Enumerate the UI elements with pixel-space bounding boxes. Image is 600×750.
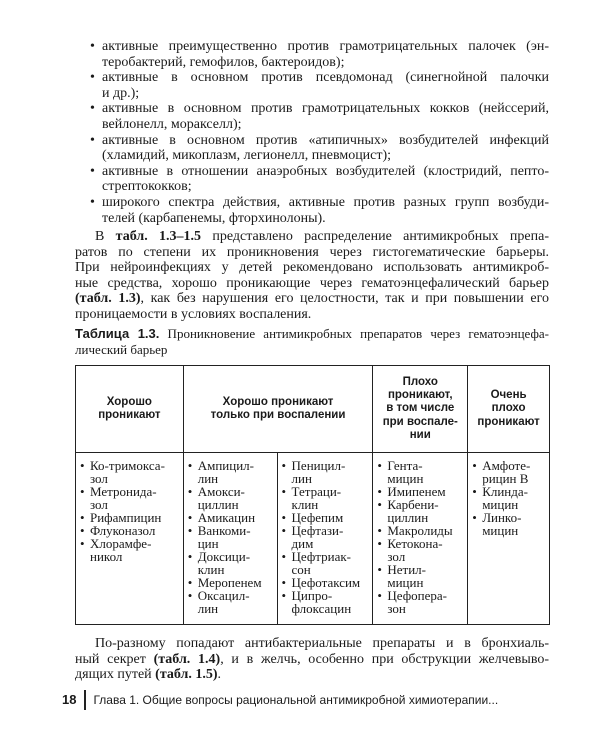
page-footer — [62, 690, 498, 710]
bullet-line: активные в отношении анаэробных возбудителей (клостридий, пепто- — [102, 163, 549, 179]
bullet-icon: • — [90, 132, 95, 148]
bullet-line: активные преимущественно против грамотрицательных палочек (эн- — [102, 39, 549, 54]
bullet-list — [88, 39, 549, 226]
drug-item: • Гента- мицин — [377, 459, 465, 485]
caption-label: Таблица 1.3. — [75, 326, 160, 341]
drug-list — [80, 459, 181, 563]
drug-item: • Оксацил- лин — [188, 589, 275, 615]
table-reference: (табл. 1.3) — [75, 291, 141, 307]
caption-line: лический барьер — [75, 341, 168, 357]
bullet-icon: • — [90, 39, 95, 54]
paragraph-line — [75, 291, 549, 307]
bullet-line: вейлонелл, моракселл); — [102, 116, 242, 132]
table-caption — [75, 326, 549, 357]
drug-list — [188, 459, 275, 615]
paragraph-line — [75, 652, 549, 668]
drug-item: • Линко- мицин — [472, 511, 547, 537]
header-inflammation-only: Хорошо проникают только при воспалении — [183, 366, 373, 453]
drug-item: • Цефопера- зон — [377, 589, 465, 615]
drug-item: • Амокси- циллин — [188, 485, 275, 511]
bullet-line: и др.); — [102, 85, 140, 101]
drug-item: • Цефтриак- сон — [282, 550, 371, 576]
bullet-item — [88, 133, 549, 164]
bullet-line: телей (карбапенемы, фторхинолоны). — [102, 210, 326, 226]
drug-item: • Кетокона- зол — [377, 537, 465, 563]
bullet-icon: • — [90, 70, 95, 86]
bullet-icon: • — [90, 101, 95, 117]
drug-item: • Цефепим — [282, 511, 371, 524]
drug-item: • Тетраци- клин — [282, 485, 371, 511]
drug-item: • Амикацин — [188, 511, 275, 524]
drug-item: • Ампицил- лин — [188, 459, 275, 485]
paragraph-intro — [75, 229, 549, 323]
text: дящих путей — [75, 667, 156, 683]
drug-item: • Нетил- мицин — [377, 563, 465, 589]
paragraph-line: ные средства, хорошо проникающие через гематоэнцефалический барьер — [75, 275, 549, 291]
paragraph-line: проницаемости в условиях воспаления. — [75, 306, 312, 322]
header-poor: Плохо проникают, в том числе при воспале- нии — [373, 366, 468, 453]
drug-list — [377, 459, 465, 615]
drug-item: • Метронида- зол — [80, 485, 181, 511]
bullet-line: активные в основном против «атипичных» возбудителей инфекций — [102, 132, 549, 148]
table-reference: табл. 1.3–1.5 — [115, 229, 202, 244]
bullet-item — [88, 39, 549, 70]
drug-item: • Рифампицин — [80, 511, 181, 524]
paragraph-line: ратов по степени их проникновения через гистогематические барьеры. — [75, 244, 549, 260]
text: ный секрет — [75, 651, 154, 667]
footer-divider — [84, 690, 86, 710]
bullet-line: теробактерий, гемофилов, бактероидов); — [102, 54, 345, 70]
bullet-line: стрептококков; — [102, 179, 192, 195]
drug-item: • Ванкоми- цин — [188, 524, 275, 550]
drug-item: • Карбени- циллин — [377, 498, 465, 524]
drug-item: • Клинда- мицин — [472, 485, 547, 511]
text: В — [95, 229, 116, 244]
table-header-row — [76, 366, 550, 453]
drug-item: • Цефотаксим — [282, 576, 371, 589]
drug-item: • Доксици- клин — [188, 550, 275, 576]
text: , как без нарушения его целостности, так и при повышении его — [140, 291, 549, 307]
paragraph-secretions — [75, 636, 549, 683]
bullet-item — [88, 101, 549, 132]
bullet-item — [88, 164, 549, 195]
bullet-line: активные в основном против грамотрицательных кокков (нейссерий, — [102, 101, 549, 117]
drug-item: • Цефтази- дим — [282, 524, 371, 550]
drug-list — [282, 459, 371, 615]
drug-item: • Ципро- флоксацин — [282, 589, 371, 615]
bullet-line: (хламидий, микоплазм, легионелл, пневмоцист); — [102, 148, 392, 164]
page-number: 18 — [62, 692, 77, 707]
cell-very-poor — [468, 453, 550, 625]
text: , и в желчь, особенно при обструкции желчевыво- — [220, 651, 549, 667]
table-row — [76, 453, 550, 625]
cell-poor — [373, 453, 468, 625]
bullet-item — [88, 70, 549, 101]
drug-item: • Флуконазол — [80, 524, 181, 537]
cell-inflammation-b — [277, 453, 373, 625]
drug-item: • Хлорамфе- никол — [80, 537, 181, 563]
bullet-item — [88, 195, 549, 226]
running-title: Глава 1. Общие вопросы рациональной антимикробной химиотерапии... — [93, 693, 499, 707]
paragraph-line — [75, 667, 549, 683]
bullet-icon: • — [90, 194, 95, 210]
drug-item: • Меропенем — [188, 576, 275, 589]
paragraph-line: При нейроинфекциях у детей рекомендовано использовать антимикроб- — [75, 260, 549, 276]
drug-item: • Амфоте- рицин В — [472, 459, 547, 485]
header-good: Хорошо проникают — [76, 366, 184, 453]
cell-good — [76, 453, 184, 625]
paragraph-line — [75, 229, 549, 245]
bullet-icon: • — [90, 163, 95, 179]
header-very-poor: Очень плохо проникают — [468, 366, 550, 453]
drug-item: • Пеницил- лин — [282, 459, 371, 485]
cell-inflammation-a — [183, 453, 277, 625]
table-reference: (табл. 1.5) — [155, 667, 218, 683]
caption-line — [75, 326, 549, 342]
paragraph-line: По-разному попадают антибактериальные препараты и в бронхиаль- — [95, 636, 549, 651]
drug-item: • Ко-тримокса- зол — [80, 459, 181, 485]
drug-item: • Имипенем — [377, 485, 465, 498]
text: . — [217, 667, 222, 683]
drug-item: • Макролиды — [377, 524, 465, 537]
bullet-line: активные в основном против псевдомонад (синегнойной палочки — [102, 70, 549, 86]
bbb-penetration-table — [75, 365, 550, 625]
caption-text: Проникновение антимикробных препаратов через гематоэнцефа- — [159, 326, 549, 341]
bullet-line: широкого спектра действия, активные против разных групп возбуди- — [102, 194, 549, 210]
table-reference: (табл. 1.4) — [153, 651, 221, 667]
drug-list — [472, 459, 547, 537]
text: представлено распределение антимикробных препа- — [201, 229, 550, 244]
